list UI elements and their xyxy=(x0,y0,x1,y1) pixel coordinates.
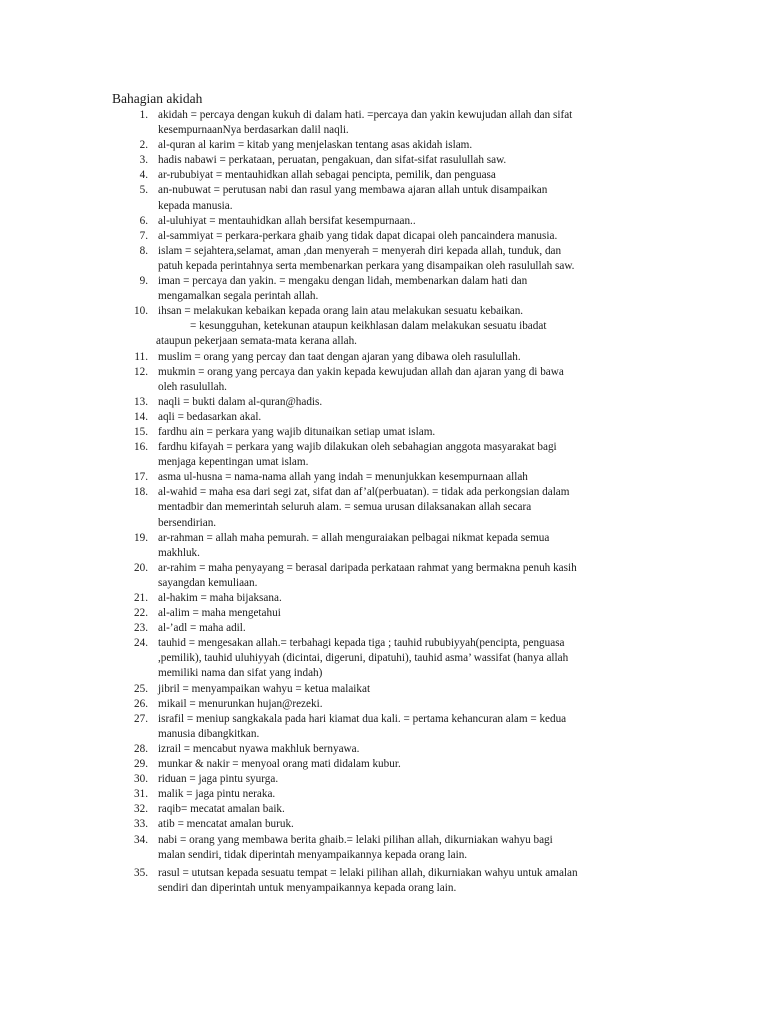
list-item xyxy=(112,425,672,440)
list-item-text: al-hakim = maha bijaksana. xyxy=(158,592,282,604)
list-item-text: asma ul-husna = nama-nama allah yang indah = menunjukkan kesempurnaan allah xyxy=(158,471,528,484)
list-item-number: 22. xyxy=(134,607,148,620)
list-item-continuation: makhluk. xyxy=(158,546,200,559)
list-item-number: 10. xyxy=(134,305,148,318)
list-item xyxy=(112,395,672,410)
list-item xyxy=(112,350,672,365)
list-item-number: 11. xyxy=(134,350,148,363)
list-item xyxy=(112,712,672,742)
list-item-text: hadis nabawi = perkataan, peruatan, pengakuan, dan sifat-sifat rasulullah saw. xyxy=(158,154,507,167)
list-item xyxy=(112,365,672,395)
section-title: Bahagian akidah xyxy=(112,91,203,106)
list-item-text: al-’adl = maha adil. xyxy=(158,622,246,635)
list-item-continuation: oleh rasulullah. xyxy=(158,380,227,393)
list-item-number: 20. xyxy=(134,561,148,574)
list-item-number: 27. xyxy=(134,712,148,725)
list-item-number: 21. xyxy=(134,592,148,604)
list-item-text: izrail = mencabut nyawa makhluk bernyawa. xyxy=(158,742,360,755)
list-item-number: 14. xyxy=(134,410,148,423)
list-item-number: 35. xyxy=(134,866,148,879)
list-item-number: 31. xyxy=(134,788,148,801)
list-item xyxy=(112,410,672,425)
list-item-text: raqib= mecatat amalan baik. xyxy=(158,803,285,816)
list-item-text: malik = jaga pintu neraka. xyxy=(158,788,276,801)
list-item-continuation: ,pemilik), tauhid uluhiyyah (dicintai, digeruni, dipatuhi), tauhid asma’ wassifat (hanya allah xyxy=(158,652,569,665)
list-item-text: munkar & nakir = menyoal orang mati didalam kubur. xyxy=(158,758,401,771)
list-item-number: 8. xyxy=(139,244,148,257)
list-item-continuation: bersendirian. xyxy=(158,516,217,529)
list-item xyxy=(112,833,672,863)
list-item-number: 33. xyxy=(134,818,148,831)
list-item-text: akidah = percaya dengan kukuh di dalam hati. =percaya dan yakin kewujudan allah dan sifat xyxy=(158,109,573,121)
list-item-continuation: mengamalkan segala perintah allah. xyxy=(158,290,319,303)
list-item xyxy=(112,168,672,183)
list-item-text: mukmin = orang yang percaya dan yakin kepada kewujudan allah dan ajaran yang di bawa xyxy=(158,365,564,378)
list-item-text: ar-rahman = allah maha pemurah. = allah menguraiakan pelbagai nikmat kepada semua xyxy=(158,531,550,544)
list-item-text: al-uluhiyat = mentauhidkan allah bersifat kesempurnaan.. xyxy=(158,214,416,227)
list-item-text: al-quran al karim = kitab yang menjelaskan tentang asas akidah islam. xyxy=(158,139,473,152)
document-page xyxy=(112,91,672,896)
list-item xyxy=(112,304,672,349)
list-item-text: riduan = jaga pintu syurga. xyxy=(158,773,279,786)
list-item xyxy=(112,682,672,697)
list-item-continuation: kesempurnaanNya berdasarkan dalil naqli. xyxy=(158,124,349,137)
list-item-text: fardhu kifayah = perkara yang wajib dilakukan oleh sebahagian anggota masyarakat bagi xyxy=(158,441,557,454)
list-item-text: ihsan = melakukan kebaikan kepada orang lain atau melakukan sesuatu kebaikan. xyxy=(158,305,524,318)
list-item-number: 6. xyxy=(139,214,148,227)
list-item-text: fardhu ain = perkara yang wajib ditunaikan setiap umat islam. xyxy=(158,425,436,438)
list-item-continuation: mentadbir dan memerintah seluruh alam. = semua urusan dilaksanakan allah secara xyxy=(158,501,532,514)
list-item xyxy=(112,591,672,606)
list-item xyxy=(112,817,672,832)
list-item-continuation: manusia dibangkitkan. xyxy=(158,727,260,740)
list-item-text: al-alim = maha mengetahui xyxy=(158,607,281,620)
definition-list xyxy=(112,108,672,896)
list-item-continuation: sendiri dan diperintah untuk menyampaikannya kepada orang lain. xyxy=(158,881,457,894)
list-item-continuation: patuh kepada perintahnya serta membenarkan perkara yang disampaikan oleh rasulullah saw. xyxy=(158,259,575,272)
list-item-number: 29. xyxy=(134,758,148,771)
list-item xyxy=(112,440,672,470)
list-item-number: 18. xyxy=(134,486,148,499)
list-item-number: 4. xyxy=(139,169,148,182)
list-item-text: an-nubuwat = perutusan nabi dan rasul yang membawa ajaran allah untuk disampaikan xyxy=(158,184,548,197)
list-item-text: mikail = menurunkan hujan@rezeki. xyxy=(158,697,323,710)
list-item xyxy=(112,244,672,274)
list-item-text: tauhid = mengesakan allah.= terbahagi kepada tiga ; tauhid rububiyyah(pencipta, penguasa xyxy=(158,637,565,650)
list-item xyxy=(112,772,672,787)
list-item xyxy=(112,802,672,817)
list-item xyxy=(112,757,672,772)
list-item-text: al-sammiyat = perkara-perkara ghaib yang tidak dapat dicapai oleh pancaindera manusia. xyxy=(158,229,558,242)
list-item-text: ar-rububiyat = mentauhidkan allah sebagai pencipta, pemilik, dan penguasa xyxy=(158,169,496,182)
list-item-number: 16. xyxy=(134,441,148,454)
list-item-number: 3. xyxy=(139,154,148,167)
list-item-number: 13. xyxy=(134,395,148,408)
list-item xyxy=(112,636,672,681)
list-item-continuation: menjaga kepentingan umat islam. xyxy=(158,456,309,469)
list-item-number: 23. xyxy=(134,622,148,635)
list-item xyxy=(112,742,672,757)
list-item-text: atib = mencatat amalan buruk. xyxy=(158,818,294,831)
list-item-number: 17. xyxy=(134,471,148,484)
list-item-text: rasul = ututsan kepada sesuatu tempat = lelaki pilihan allah, dikurniakan wahyu untuk amalan xyxy=(158,866,578,879)
list-item-continuation: malan sendiri, tidak diperintah menyampaikannya kepada orang lain. xyxy=(158,848,468,861)
list-item-number: 15. xyxy=(134,425,148,438)
list-item xyxy=(112,561,672,591)
list-item xyxy=(112,153,672,168)
list-item xyxy=(112,606,672,621)
list-item-number: 9. xyxy=(139,275,148,288)
list-item-text: naqli = bukti dalam al-quran@hadis. xyxy=(158,395,323,408)
list-item-number: 25. xyxy=(134,682,148,695)
list-item-continuation: memiliki nama dan sifat yang indah) xyxy=(158,667,323,680)
list-item xyxy=(112,531,672,561)
list-item-number: 24. xyxy=(134,637,148,650)
list-item-continuation: ataupun pekerjaan semata-mata kerana allah. xyxy=(156,335,357,348)
list-item-continuation: = kesungguhan, ketekunan ataupun keikhlasan dalam melakukan sesuatu ibadat xyxy=(190,320,547,333)
list-item-number: 2. xyxy=(139,139,148,152)
list-item xyxy=(112,183,672,213)
list-item-number: 1. xyxy=(139,109,148,121)
list-item xyxy=(112,108,672,138)
list-item-number: 30. xyxy=(134,773,148,786)
list-item xyxy=(112,621,672,636)
list-item xyxy=(112,274,672,304)
list-item-number: 32. xyxy=(134,803,148,816)
list-item xyxy=(112,485,672,530)
list-item xyxy=(112,697,672,712)
list-item-text: jibril = menyampaikan wahyu = ketua malaikat xyxy=(158,682,371,695)
list-item-text: ar-rahim = maha penyayang = berasal daripada perkataan rahmat yang bermakna penuh kasih xyxy=(158,561,577,574)
list-item xyxy=(112,866,672,896)
list-item-text: muslim = orang yang percay dan taat dengan ajaran yang dibawa oleh rasulullah. xyxy=(158,350,521,363)
list-item-number: 5. xyxy=(139,184,148,197)
list-item-number: 28. xyxy=(134,742,148,755)
list-item-text: aqli = bedasarkan akal. xyxy=(158,410,262,423)
list-item xyxy=(112,138,672,153)
list-item-number: 12. xyxy=(134,365,148,378)
list-item-number: 19. xyxy=(134,531,148,544)
list-item xyxy=(112,229,672,244)
list-item-number: 26. xyxy=(134,697,148,710)
list-item-continuation: sayangdan kemuliaan. xyxy=(158,576,258,589)
list-item-text: nabi = orang yang membawa berita ghaib.= lelaki pilihan allah, dikurniakan wahyu bagi xyxy=(158,833,553,846)
list-item-continuation: kepada manusia. xyxy=(158,199,233,212)
list-item xyxy=(112,787,672,802)
list-item-text: iman = percaya dan yakin. = mengaku dengan lidah, membenarkan dalam hati dan xyxy=(158,275,528,288)
list-item-number: 7. xyxy=(139,229,148,242)
list-item-text: islam = sejahtera,selamat, aman ,dan menyerah = menyerah diri kepada allah, tunduk, dan xyxy=(158,244,562,257)
list-item-text: al-wahid = maha esa dari segi zat, sifat dan af’al(perbuatan). = tidak ada perkongsian dalam xyxy=(158,486,570,499)
list-item-text: israfil = meniup sangkakala pada hari kiamat dua kali. = pertama kehancuran alam = kedua xyxy=(158,712,567,725)
list-item-number: 34. xyxy=(134,833,148,846)
list-item xyxy=(112,214,672,229)
list-item xyxy=(112,470,672,485)
